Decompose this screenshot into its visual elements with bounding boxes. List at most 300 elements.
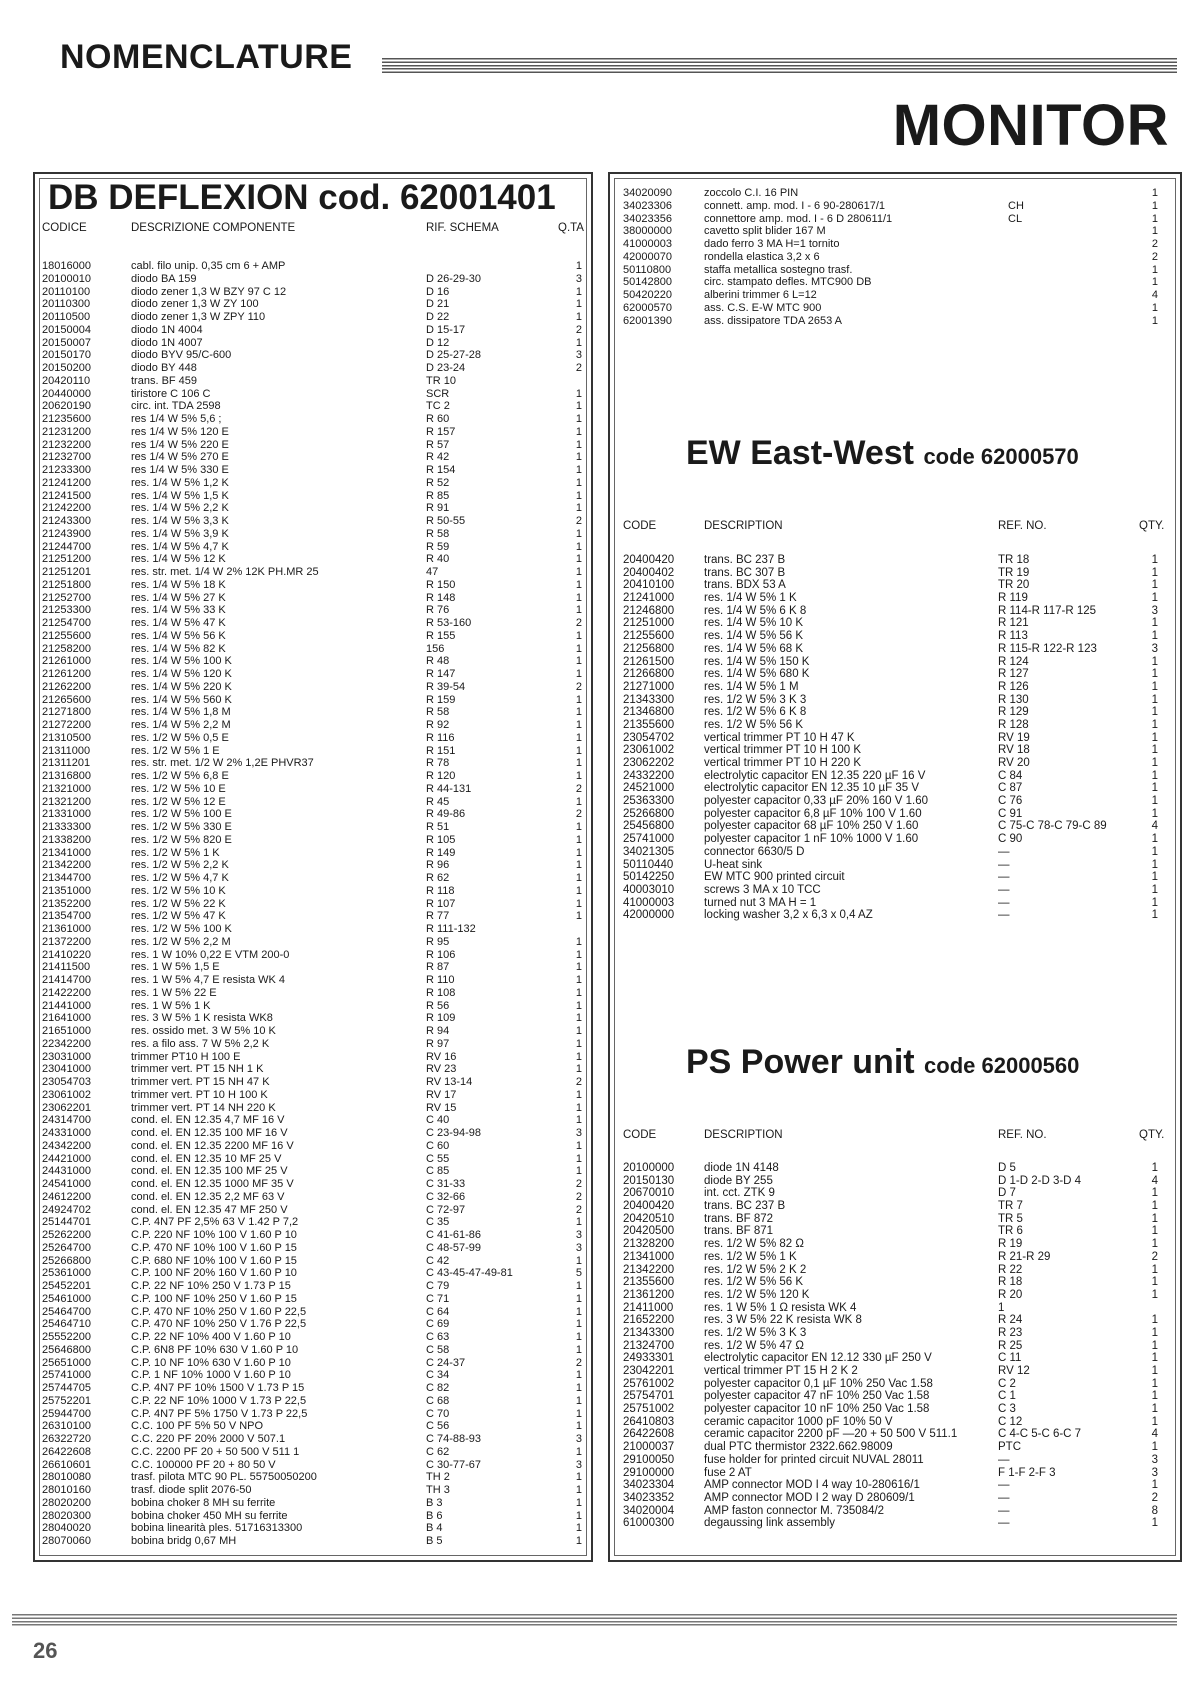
part-ref: C 42 xyxy=(426,1254,450,1267)
part-description: res 1/4 W 5% 5,6 ; xyxy=(131,413,222,425)
part-code: 20420110 xyxy=(42,374,91,387)
part-ref: C 82 xyxy=(426,1382,450,1394)
part-code: 34023304 xyxy=(623,1479,675,1492)
part-description: polyester capacitor 68 µF 10% 250 V 1.60 xyxy=(704,820,919,833)
part-ref: R 147 xyxy=(426,668,456,680)
part-ref: C 3 xyxy=(998,1403,1016,1416)
part-code: 50110440 xyxy=(623,858,674,871)
part-code: 20440000 xyxy=(42,387,91,400)
part-description: res. 1/4 W 5% 2,2 M xyxy=(131,719,231,731)
part-code: 20150004 xyxy=(42,323,91,336)
table-row xyxy=(42,362,582,375)
part-description: polyester capacitor 6,8 µF 10% 100 V 1.60 xyxy=(704,807,922,820)
part-ref: R 118 xyxy=(426,884,455,897)
part-code: 21235600 xyxy=(42,413,91,425)
part-qty: 1 xyxy=(575,438,582,451)
ew-heading xyxy=(686,434,1079,473)
part-qty: 1 xyxy=(575,1394,582,1407)
ps-col-desc: DESCRIPTION xyxy=(704,1129,783,1141)
table-row xyxy=(42,528,582,541)
part-qty: 1 xyxy=(575,961,582,974)
part-qty: 4 xyxy=(1151,289,1158,301)
part-ref: R 60 xyxy=(426,413,450,425)
part-ref: R 58 xyxy=(426,527,450,540)
table-row xyxy=(42,1153,582,1166)
part-code: 24421000 xyxy=(42,1152,91,1165)
table-row xyxy=(42,1076,582,1089)
part-code: 21265600 xyxy=(42,693,91,706)
part-qty: 1 xyxy=(575,1152,582,1165)
part-code: 21324700 xyxy=(623,1339,675,1352)
part-ref: R 114-R 117-R 125 xyxy=(998,604,1097,617)
part-description: diodo zener 1,3 W ZPY 110 xyxy=(131,311,266,323)
part-ref: C 2 xyxy=(998,1377,1016,1390)
table-row xyxy=(42,298,582,311)
part-description: cond. el. EN 12.35 100 MF 25 V xyxy=(131,1165,288,1178)
part-qty: 1 xyxy=(1151,1238,1158,1251)
table-row xyxy=(42,847,582,860)
part-description: res. 1 W 5% 22 E xyxy=(131,986,217,999)
part-code: 25361000 xyxy=(42,1267,91,1280)
ps-code: code 62000560 xyxy=(924,1053,1080,1078)
part-description: diodo 1N 4007 xyxy=(131,336,203,349)
part-code: 25651000 xyxy=(42,1356,91,1369)
part-qty: 3 xyxy=(575,1433,582,1445)
part-code: 20100000 xyxy=(623,1162,675,1174)
part-code: 25461000 xyxy=(42,1292,91,1305)
part-code: 21241200 xyxy=(42,476,91,489)
table-row xyxy=(42,375,582,388)
part-description: ass. dissipatore TDA 2653 A xyxy=(704,314,842,327)
table-row xyxy=(42,821,582,834)
part-ref: C 69 xyxy=(426,1318,450,1331)
table-row xyxy=(623,630,1158,643)
table-row xyxy=(42,592,582,605)
part-code: 50110800 xyxy=(623,263,672,276)
part-qty: 1 xyxy=(575,1318,582,1331)
part-ref: C 32-66 xyxy=(426,1190,466,1203)
table-row xyxy=(42,1420,582,1433)
part-description: res. 1/2 W 5% 3 K 3 xyxy=(704,693,807,706)
part-code: 34023306 xyxy=(623,199,672,212)
part-ref: R 39-54 xyxy=(426,680,466,693)
part-code: 21321200 xyxy=(42,795,91,808)
part-code: 25752201 xyxy=(42,1394,91,1407)
part-ref: — xyxy=(998,871,1010,884)
part-description: C.P. 4N7 PF 5% 1750 V 1.73 P 22,5 xyxy=(131,1407,308,1420)
part-code: 42000000 xyxy=(623,909,675,922)
part-qty: 1 xyxy=(575,1012,582,1025)
part-ref: R 128 xyxy=(998,718,1029,731)
table-row xyxy=(42,630,582,643)
part-code: 23042201 xyxy=(623,1365,675,1377)
part-qty: 1 xyxy=(575,974,582,986)
part-code: 21355600 xyxy=(623,718,675,731)
part-qty: 1 xyxy=(1151,212,1158,225)
part-qty: 1 xyxy=(575,910,582,923)
part-code: 21251800 xyxy=(42,578,91,591)
part-code: 21410220 xyxy=(42,948,91,961)
table-row xyxy=(42,1178,582,1191)
table-row xyxy=(623,1225,1158,1238)
part-ref: RV 19 xyxy=(998,731,1030,744)
part-ref: RV 20 xyxy=(998,757,1030,769)
part-code: 25363300 xyxy=(623,795,675,808)
part-ref: D 25-27-28 xyxy=(426,349,482,362)
part-qty: 1 xyxy=(575,642,582,655)
part-qty: 1 xyxy=(1151,680,1158,693)
part-ref: RV 17 xyxy=(426,1088,457,1101)
part-code: 41000003 xyxy=(623,896,675,909)
ew-col-code: CODE xyxy=(623,520,657,532)
table-row xyxy=(42,553,582,566)
table-row xyxy=(42,604,582,617)
part-ref: R 21-R 29 xyxy=(998,1250,1051,1263)
table-row xyxy=(623,909,1158,922)
table-row xyxy=(42,1459,582,1472)
part-qty: 1 xyxy=(575,540,582,553)
part-code: 40003010 xyxy=(623,883,675,896)
part-ref: R 91 xyxy=(426,502,450,515)
part-description: tiristore C 106 C xyxy=(131,387,211,400)
part-ref: C 1 xyxy=(998,1390,1016,1403)
part-code: 21261200 xyxy=(42,668,91,680)
part-code: 28040020 xyxy=(42,1522,91,1535)
part-description: res. 1/4 W 5% 2,2 K xyxy=(131,502,229,515)
ew-col-desc: DESCRIPTION xyxy=(704,520,783,532)
part-qty: 1 xyxy=(575,1382,582,1394)
part-ref: R 57 xyxy=(426,438,450,451)
part-qty: 2 xyxy=(575,1178,582,1190)
part-ref: R 115-R 122-R 123 xyxy=(998,642,1097,655)
table-row xyxy=(42,1408,582,1421)
part-qty: 1 xyxy=(1151,554,1158,566)
part-ref: TR 7 xyxy=(998,1200,1023,1213)
part-code: 21355600 xyxy=(623,1276,675,1289)
part-code: 21243300 xyxy=(42,515,91,527)
part-ref: — xyxy=(998,909,1010,922)
part-ref: R 96 xyxy=(426,859,450,872)
part-description: res. 1/2 W 5% 22 K xyxy=(131,897,226,910)
part-description: res. 1/2 W 5% 0,5 E xyxy=(131,731,229,744)
part-qty: 1 xyxy=(1151,718,1158,731)
part-ref: R 59 xyxy=(426,540,450,553)
part-qty: 1 xyxy=(575,476,582,489)
part-qty: 3 xyxy=(1151,1466,1158,1479)
part-code: 29100000 xyxy=(623,1466,675,1479)
ew-title: EW East-West xyxy=(686,434,914,472)
part-code: 23061002 xyxy=(623,744,675,757)
ps-col-qty: QTY. xyxy=(1139,1129,1165,1141)
part-qty: 1 xyxy=(575,260,582,272)
part-ref: R 20 xyxy=(998,1288,1023,1301)
part-ref: — xyxy=(998,883,1010,896)
part-description: diodo zener 1,3 W ZY 100 xyxy=(131,298,259,311)
part-ref: RV 15 xyxy=(426,1101,457,1114)
part-qty: 1 xyxy=(575,1407,582,1420)
part-code: 20670010 xyxy=(623,1187,675,1200)
part-code: 24431000 xyxy=(42,1165,91,1178)
part-qty: 1 xyxy=(1151,1200,1158,1213)
part-qty: 1 xyxy=(575,425,582,438)
part-ref: R 19 xyxy=(998,1238,1023,1251)
part-qty: 1 xyxy=(575,859,582,872)
part-code: 24314700 xyxy=(42,1114,91,1127)
part-ref: C 68 xyxy=(426,1394,450,1407)
part-code: 20110300 xyxy=(42,298,91,311)
part-ref: R 127 xyxy=(998,668,1029,681)
part-description: res. 1/4 W 5% 47 K xyxy=(131,617,226,629)
part-qty: 1 xyxy=(575,1025,582,1037)
part-description: res. 1/2 W 5% 10 E xyxy=(131,782,226,795)
part-ref: C 74-88-93 xyxy=(426,1433,482,1445)
part-description: cond. el. EN 12.35 1000 MF 35 V xyxy=(131,1178,294,1190)
table-row xyxy=(42,1127,582,1140)
part-code: 20620190 xyxy=(42,400,91,413)
part-description: res. 1/4 W 5% 1 K xyxy=(704,592,797,605)
part-description: staffa metallica sostegno trasf. xyxy=(704,263,853,276)
part-ref: R 130 xyxy=(998,693,1029,706)
part-description: res. 1/4 W 5% 120 K xyxy=(131,668,232,680)
part-qty: 5 xyxy=(575,1267,582,1280)
part-ref: TR 18 xyxy=(998,554,1030,566)
part-code: 21341000 xyxy=(42,846,91,859)
table-row xyxy=(42,1306,582,1319)
table-row xyxy=(623,897,1158,910)
part-qty: 1 xyxy=(575,1445,582,1458)
part-description: res. 1/2 W 5% 47 K xyxy=(131,910,226,923)
table-row xyxy=(42,286,582,299)
table-row xyxy=(623,782,1158,795)
part-code: 50142250 xyxy=(623,871,675,884)
part-description: electrolytic capacitor EN 12.35 10 µF 35 V xyxy=(704,782,920,795)
part-code: 21342200 xyxy=(623,1263,675,1276)
table-row xyxy=(623,1175,1158,1188)
part-description: res. 1/4 W 5% 12 K xyxy=(131,553,226,566)
part-ref: R 106 xyxy=(426,948,456,961)
table-row xyxy=(623,668,1158,681)
part-qty: 1 xyxy=(1151,1352,1158,1365)
part-qty: 4 xyxy=(1151,820,1158,833)
part-code: 25741000 xyxy=(623,833,675,846)
part-qty: 2 xyxy=(575,617,582,629)
table-row xyxy=(42,719,582,732)
part-qty: 1 xyxy=(1151,782,1158,795)
part-qty: 1 xyxy=(575,935,582,948)
part-qty: 1 xyxy=(1151,896,1158,909)
part-code: 18016000 xyxy=(42,260,91,272)
part-ref: R 52 xyxy=(426,476,450,489)
table-row xyxy=(42,1051,582,1064)
part-description: vertical trimmer PT 15 H 2 K 2 xyxy=(704,1365,858,1377)
part-qty: 1 xyxy=(1151,579,1158,592)
part-description: diodo 1N 4004 xyxy=(131,323,203,336)
part-ref: R 116 xyxy=(426,731,455,744)
part-qty: 3 xyxy=(1151,642,1158,655)
part-code: 20150007 xyxy=(42,336,91,349)
part-code: 50420220 xyxy=(623,289,672,301)
part-ref: R 97 xyxy=(426,1037,450,1050)
part-ref: RV 12 xyxy=(998,1365,1030,1377)
part-qty: 1 xyxy=(575,719,582,731)
table-row xyxy=(42,757,582,770)
part-qty: 1 xyxy=(575,1280,582,1292)
part-code: 21372200 xyxy=(42,935,91,948)
part-code: 21258200 xyxy=(42,642,91,655)
part-description: C.C. 220 PF 20% 2000 V 507.1 xyxy=(131,1433,286,1445)
part-description: res. 1/2 W 5% 1 E xyxy=(131,744,220,757)
table-row xyxy=(42,936,582,949)
part-ref: D 16 xyxy=(426,285,450,298)
part-ref: RV 16 xyxy=(426,1050,457,1063)
part-qty: 1 xyxy=(575,872,582,884)
misc-table xyxy=(623,187,1158,327)
part-description: res. 1 W 5% 1 K xyxy=(131,999,211,1012)
part-description: trans. BF 872 xyxy=(704,1212,774,1225)
table-row xyxy=(42,872,582,885)
part-ref: R 159 xyxy=(426,693,456,706)
part-qty: 1 xyxy=(1151,630,1158,643)
table-row xyxy=(42,783,582,796)
part-ref: D 21 xyxy=(426,298,450,311)
table-row xyxy=(623,694,1158,707)
part-code: 25144701 xyxy=(42,1216,91,1229)
part-code: 62000570 xyxy=(623,301,672,314)
table-row xyxy=(623,1378,1158,1391)
part-qty: 1 xyxy=(575,655,582,668)
part-qty: 1 xyxy=(575,846,582,859)
part-qty: 1 xyxy=(1151,1187,1158,1200)
part-ref: R 121 xyxy=(998,617,1029,630)
part-description: res. 1/2 W 5% 2,2 M xyxy=(131,935,231,948)
part-code: 21251200 xyxy=(42,553,91,566)
part-qty: 1 xyxy=(575,1522,582,1535)
part-ref: C 40 xyxy=(426,1114,450,1127)
part-ref: R 23 xyxy=(998,1326,1023,1339)
part-ref: — xyxy=(998,1517,1010,1530)
part-description: res. 1/2 W 5% 330 E xyxy=(131,821,232,833)
part-code: 41000003 xyxy=(623,238,672,250)
part-qty: 1 xyxy=(1151,769,1158,782)
part-qty: 1 xyxy=(575,1101,582,1114)
db-col-desc: DESCRIZIONE COMPONENTE xyxy=(131,222,296,234)
part-code: 26310100 xyxy=(42,1420,91,1433)
table-row xyxy=(42,1344,582,1357)
part-qty: 4 xyxy=(1151,1174,1158,1187)
part-qty: 1 xyxy=(575,413,582,425)
table-row xyxy=(42,541,582,554)
part-description: res. str. met. 1/4 W 2% 12K PH.MR 25 xyxy=(131,566,319,578)
part-description: res. 1/2 W 5% 82 Ω xyxy=(704,1238,804,1251)
part-description: res. 1/4 W 5% 10 K xyxy=(704,617,804,630)
table-row xyxy=(42,1140,582,1153)
table-row xyxy=(623,1517,1158,1530)
part-code: 20100010 xyxy=(42,272,91,285)
part-code: 24933301 xyxy=(623,1352,675,1365)
part-code: 26610601 xyxy=(42,1458,91,1471)
part-description: dado ferro 3 MA H=1 tornito xyxy=(704,238,840,250)
part-description: trimmer vert. PT 15 NH 1 K xyxy=(131,1063,264,1076)
part-qty: 1 xyxy=(1151,1415,1158,1428)
part-code: 21361000 xyxy=(42,923,91,935)
part-ref: R 108 xyxy=(426,986,456,999)
part-description: C.P. 4N7 PF 10% 1500 V 1.73 P 15 xyxy=(131,1382,305,1394)
table-row xyxy=(623,1314,1158,1327)
table-row xyxy=(42,706,582,719)
part-ref: C 12 xyxy=(998,1415,1023,1428)
table-row xyxy=(42,515,582,528)
part-description: connettore amp. mod. I - 6 D 280611/1 xyxy=(704,212,893,225)
table-row xyxy=(623,1454,1158,1467)
part-qty: 1 xyxy=(1151,199,1158,212)
part-description: bobina choker 8 MH su ferrite xyxy=(131,1496,276,1509)
part-code: 25266800 xyxy=(623,807,675,820)
part-ref: C 34 xyxy=(426,1369,450,1382)
part-qty: 2 xyxy=(575,680,582,693)
part-qty: 1 xyxy=(575,1063,582,1076)
part-description: ceramic capacitor 1000 pF 10% 50 V xyxy=(704,1415,893,1428)
part-description: res. 1/4 W 5% 220 K xyxy=(131,680,232,693)
part-qty: 1 xyxy=(575,1484,582,1496)
part-qty: 1 xyxy=(1151,757,1158,769)
table-row xyxy=(42,1280,582,1293)
part-ref: C 58 xyxy=(426,1343,450,1356)
part-description: polyester capacitor 10 nF 10% 250 Vac 1.58 xyxy=(704,1403,930,1416)
part-code: 25552200 xyxy=(42,1331,91,1343)
part-ref: R 157 xyxy=(426,425,456,438)
part-description: C.P. 470 NF 10% 250 V 1.76 P 22,5 xyxy=(131,1318,307,1331)
part-description: C.P. 4N7 PF 2,5% 63 V 1.42 P 7,2 xyxy=(131,1216,299,1229)
table-row xyxy=(623,859,1158,872)
part-qty: 1 xyxy=(1151,225,1158,238)
table-row xyxy=(42,898,582,911)
table-row xyxy=(42,1318,582,1331)
part-code: 25744705 xyxy=(42,1382,91,1394)
table-row xyxy=(623,1187,1158,1200)
table-row xyxy=(42,668,582,681)
part-code: 25262200 xyxy=(42,1229,91,1241)
table-row xyxy=(623,681,1158,694)
part-ref: — xyxy=(998,1453,1010,1466)
part-ref: R 110 xyxy=(426,974,455,986)
table-row xyxy=(42,1000,582,1013)
part-code: 21361200 xyxy=(623,1288,675,1301)
part-ref: R 150 xyxy=(426,578,456,591)
part-ref: R 18 xyxy=(998,1276,1023,1289)
table-row xyxy=(42,1114,582,1127)
part-code: 20400420 xyxy=(623,1200,675,1213)
part-code: 50142800 xyxy=(623,276,672,289)
table-row xyxy=(42,451,582,464)
ps-col-ref: REF. NO. xyxy=(998,1129,1047,1141)
part-code: 21411000 xyxy=(623,1301,674,1314)
part-qty: 1 xyxy=(1151,1212,1158,1225)
part-description: ass. C.S. E-W MTC 900 xyxy=(704,301,822,314)
part-description: diode BY 255 xyxy=(704,1174,773,1187)
table-row xyxy=(623,225,1158,238)
part-qty: 3 xyxy=(575,1229,582,1241)
part-code: 21331000 xyxy=(42,808,91,821)
part-ref: R 44-131 xyxy=(426,782,472,795)
part-ref: — xyxy=(998,1504,1010,1517)
table-row xyxy=(42,464,582,477)
part-code: 25741000 xyxy=(42,1369,91,1382)
part-description: res. 1/2 W 5% 820 E xyxy=(131,833,232,846)
part-qty: 1 xyxy=(1151,187,1158,199)
part-qty: 1 xyxy=(1151,1276,1158,1289)
part-description: res. 1/4 W 5% 3,9 K xyxy=(131,527,229,540)
part-qty: 1 xyxy=(575,591,582,604)
